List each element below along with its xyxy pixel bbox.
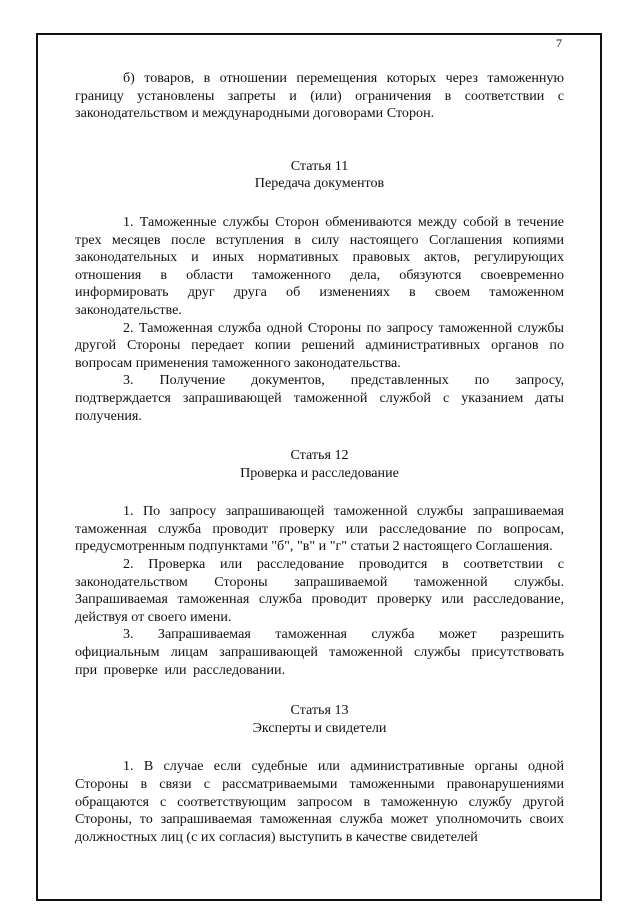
page-number: 7 (556, 36, 562, 50)
article-11-paragraph-2: 2. Таможенная служба одной Стороны по запросу таможенной службы другой Стороны передает копии решений административных органов по вопросам применения таможенного законодательства. (75, 319, 564, 371)
article-11-number: Статья 11 (290, 157, 349, 174)
intro-paragraph: б) товаров, в отношении перемещения которых через таможенную границу установлены запреты и (или) ограничения в соответствии с законодательством и международными договорами Сторон. (75, 70, 564, 122)
document-body (75, 70, 564, 846)
article-12-paragraph-1: 1. По запросу запрашивающей таможенной службы запрашиваемая таможенная служба проводит проверку или расследование по вопросам, предусмотренным подпунктами "б", "в" и "г" статьи 2 настоящего Соглашения. (75, 503, 564, 555)
article-12-paragraph-3: 3. Запрашиваемая таможенная служба может разрешить официальным лицам запрашивающей таможенной службы присутствовать при проверке или расследовании. (75, 626, 564, 678)
article-13-number: Статья 13 (290, 702, 349, 719)
article-11-paragraph-3: 3. Получение документов, представленных по запросу, подтверждается запрашивающей таможенной службой с указанием даты получения. (75, 372, 564, 424)
article-11-paragraph-1: 1. Таможенные службы Сторон обмениваются между собой в течение трех месяцев после вступления в силу настоящего Соглашения копиями законодательных и иных нормативных правовых актов, регулирующих отношения в области таможенного дела, обязуются своевременно информировать друг друга об изменениях в своем таможенном законодательстве. (75, 213, 564, 318)
article-13-title: Эксперты и свидетели (252, 719, 387, 736)
article-11-title: Передача документов (254, 175, 385, 192)
article-12-title: Проверка и расследование (240, 464, 399, 481)
article-12-number: Статья 12 (290, 447, 349, 464)
article-13-paragraph-1: 1. В случае если судебные или административные органы одной Стороны в связи с рассматриваемыми таможенными правонарушениями обращаются с соответствующим запросом в таможенную службу другой Стороны, то запрашиваемая таможенная служба может уполномочить своих должностных лиц (с их согласия) выступить в качестве свидетелей (75, 758, 564, 845)
article-12-paragraph-2: 2. Проверка или расследование проводится в соответствии с законодательством Стороны запрашиваемой таможенной службы. Запрашиваемая таможенная служба проводит проверку или расследование, действуя от своего имени. (75, 556, 564, 625)
